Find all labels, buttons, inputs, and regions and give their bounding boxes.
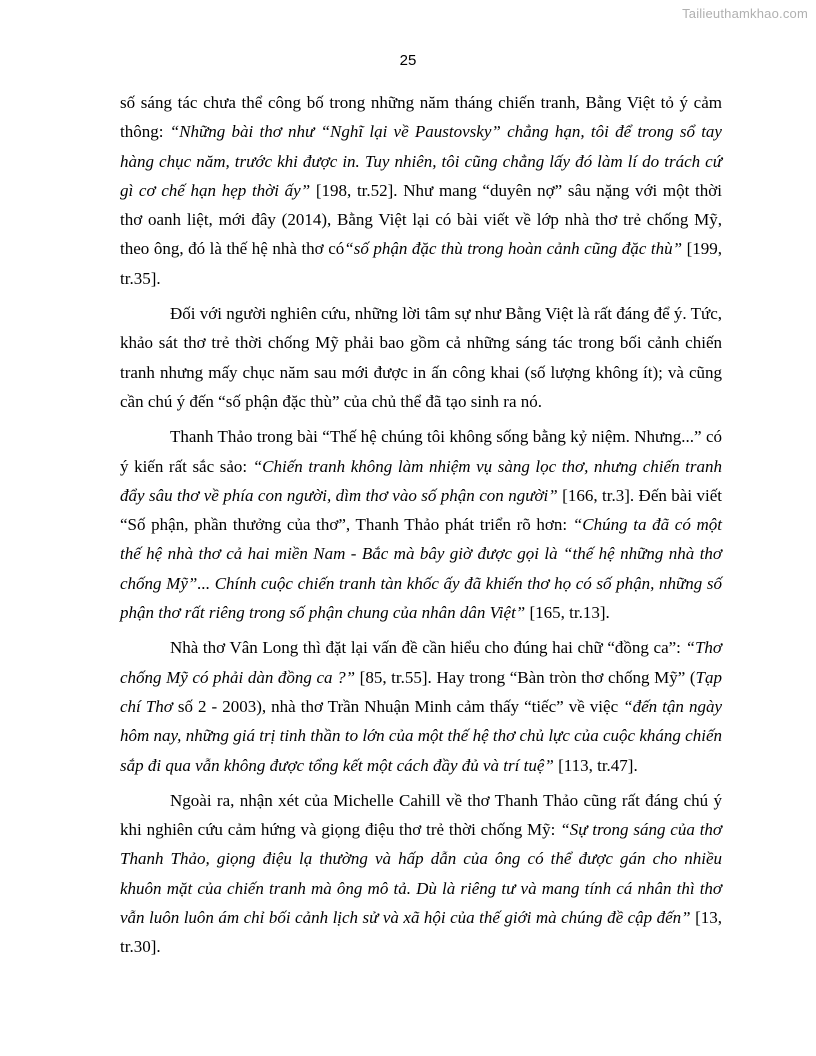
paragraph-3	[120, 422, 722, 627]
quote: “Chúng ta đã có một thế hệ nhà thơ cả hai miền Nam - Bắc mà bây giờ được gọi là “thế hệ những nhà thơ chống Mỹ”... Chính cuộc chiến tranh tàn khốc ấy đã khiến thơ họ có số phận, những số phận thơ rất riêng trong số phận chung của nhân dân Việt”	[120, 515, 722, 623]
document-body	[120, 88, 722, 968]
text-run: Ngoài ra, nhận xét của Michelle Cahill về thơ Thanh Thảo cũng rất đáng chú ý khi nghiên cứu cảm hứng và giọng điệu thơ trẻ thời chống Mỹ:	[120, 790, 722, 840]
citation: [165, tr.13].	[525, 603, 610, 623]
text-run: [198, tr.52]. Như mang “duyên nợ” sâu nặng với một thời thơ oanh liệt, mới đây (2014), Bằng Việt lại có bài viết về lớp nhà thơ trẻ chống Mỹ, theo ông, đó là thế hệ nhà thơ có	[120, 180, 722, 259]
quote: “Chiến tranh không làm nhiệm vụ sàng lọc thơ, nhưng chiến tranh đẩy sâu thơ về phía con người, dìm thơ vào số phận con người”	[120, 456, 722, 505]
text-run: [166, tr.3]. Đến bài viết “Số phận, phần thưởng của thơ”, Thanh Thảo phát triển rõ hơn:	[120, 485, 722, 535]
quote: “Sự trong sáng của thơ Thanh Thảo, giọng điệu lạ thường và hấp dẫn của ông có thể được gán cho nhiều khuôn mặt của chiến tranh mà ông mô tả. Dù là riêng tư và mang tính cá nhân thì thơ vẫn luôn luôn ám chỉ bối cảnh lịch sử và xã hội của thế giới mà chúng đề cập đến”	[120, 820, 722, 928]
quote: “Những bài thơ như “Nghĩ lại về Paustovsky” chẳng hạn, tôi để trong sổ tay hàng chục năm, trước khi được in. Tuy nhiên, tôi cũng chẳng lấy đó làm lí do trách cứ gì cơ chế hạn hẹp thời ấy”	[120, 122, 722, 200]
citation: [13, tr.30].	[120, 908, 722, 957]
page-number: 25	[399, 52, 417, 69]
text-run: Đối với người nghiên cứu, những lời tâm sự như Bằng Việt là rất đáng để ý. Tức, khảo sát thơ trẻ thời chống Mỹ phải bao gồm cả những sáng tác trong bối cảnh chiến tranh nhưng mấy chục năm sau mới được in ấn công khai (số lượng không ít); và cũng cần chú ý đến “số phận đặc thù” của chủ thể đã tạo sinh ra nó.	[120, 304, 722, 411]
quote: “đến tận ngày hôm nay, những giá trị tinh thần to lớn của một thế hệ thơ chủ lực của cuộc kháng chiến sắp đi qua vẫn không được tổng kết một cách đầy đủ và trí tuệ”	[120, 696, 722, 775]
quote: “Thơ chống Mỹ có phải dàn đồng ca ?”	[120, 638, 722, 687]
text-run: Thanh Thảo trong bài “Thế hệ chúng tôi không sống bằng kỷ niệm. Nhưng...” có ý kiến rất sắc sảo:	[120, 427, 722, 476]
paragraph-2	[120, 299, 722, 416]
quote: “số phận đặc thù trong hoàn cảnh cũng đặc thù”	[344, 239, 683, 259]
text-run: Nhà thơ Vân Long thì đặt lại vấn đề cần hiểu cho đúng hai chữ “đồng ca”:	[170, 638, 686, 658]
watermark: Tailieuthamkhao.com	[682, 6, 808, 21]
paragraph-4	[120, 633, 722, 779]
paragraph-5	[120, 786, 722, 962]
text-run: số 2 - 2003), nhà thơ Trần Nhuận Minh cảm thấy “tiếc” về việc	[172, 696, 624, 716]
paragraph-1	[120, 88, 722, 293]
journal-title: Tạp chí Thơ	[120, 667, 722, 716]
text-run: số sáng tác chưa thể công bố trong những năm tháng chiến tranh, Bằng Việt tỏ ý cảm thông:	[120, 93, 722, 142]
citation: [199, tr.35].	[120, 239, 722, 288]
citation: [113, tr.47].	[553, 755, 638, 775]
text-run: [85, tr.55]. Hay trong “Bàn tròn thơ chống Mỹ” (	[355, 667, 696, 687]
